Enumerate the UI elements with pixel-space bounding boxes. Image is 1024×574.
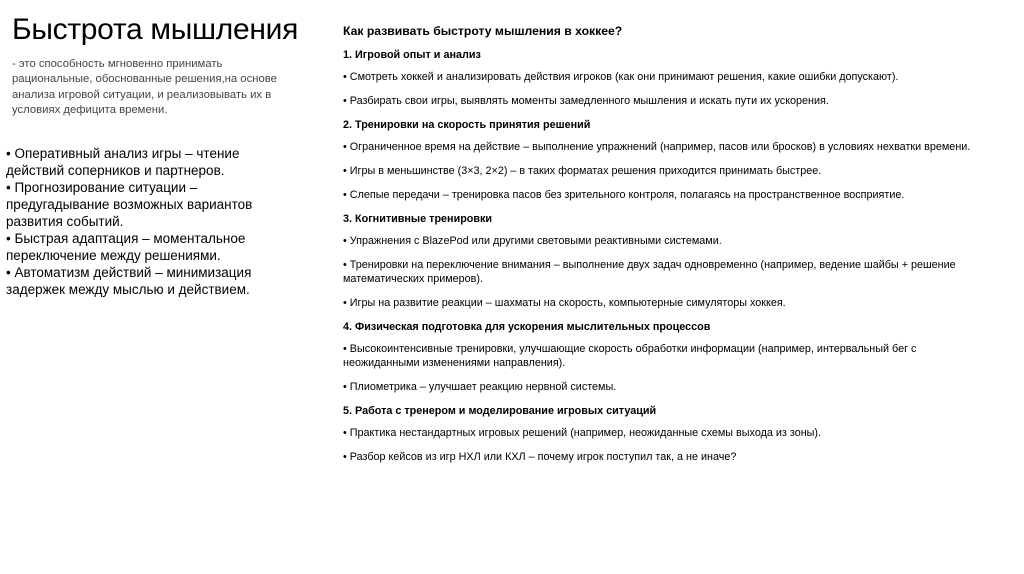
page-title: Быстрота мышления (12, 13, 299, 46)
right-content (343, 24, 993, 474)
section-bullet: • Практика нестандартных игровых решений (например, неожиданные схемы выхода из зоны). (343, 427, 822, 439)
left-bullet-item: • Быстрая адаптация – моментальное переключение между решениями. (6, 231, 246, 263)
left-bullet-item: • Автоматизм действий – минимизация задержек между мыслью и действием. (6, 265, 252, 297)
section-bullet: • Слепые передачи – тренировка пасов без зрительного контроля, полагаясь на пространственное восприятие. (343, 189, 905, 201)
section-title: 3. Когнитивные тренировки (343, 213, 493, 225)
section-bullet: • Игры в меньшинстве (3×3, 2×2) – в таких форматах решения приходится принимать быстрее. (343, 165, 822, 177)
section-bullet: • Разбор кейсов из игр НХЛ или КХЛ – почему игрок поступил так, а не иначе? (343, 451, 737, 463)
subtitle-definition: - это способность мгновенно принимать рациональные, обоснованные решения,на основе анализа игровой ситуации, и реализовывать их в условиях дефицита времени. (12, 58, 277, 116)
section-bullet: • Упражнения с BlazePod или другими световыми реактивными системами. (343, 235, 722, 247)
section-bullet: • Высокоинтенсивные тренировки, улучшающие скорость обработки информации (например, интервальный бег с неожиданными изменениями направления). (343, 343, 917, 369)
section-bullet: • Игры на развитие реакции – шахматы на скорость, компьютерные симуляторы хоккея. (343, 297, 786, 309)
section-title: 2. Тренировки на скорость принятия решений (343, 119, 591, 131)
section-bullet: • Ограниченное время на действие – выполнение упражнений (например, пасов или бросков) в условиях нехватки времени. (343, 141, 971, 153)
section-bullet: • Плиометрика – улучшает реакцию нервной системы. (343, 381, 617, 393)
section-title: 1. Игровой опыт и анализ (343, 49, 481, 61)
section-bullet: • Смотреть хоккей и анализировать действия игроков (как они принимают решения, какие ошибки допускают). (343, 71, 899, 83)
section-bullet: • Разбирать свои игры, выявлять моменты замедленного мышления и искать пути их ускорения. (343, 95, 829, 107)
section-title: 4. Физическая подготовка для ускорения мыслительных процессов (343, 321, 711, 333)
right-heading: Как развивать быстроту мышления в хоккее? (343, 24, 623, 38)
section-title: 5. Работа с тренером и моделирование игровых ситуаций (343, 405, 657, 417)
left-bullet-item: • Оперативный анализ игры – чтение действий соперников и партнеров. (6, 146, 240, 178)
left-bullet-item: • Прогнозирование ситуации – предугадывание возможных вариантов развития событий. (6, 180, 253, 229)
section-bullet: • Тренировки на переключение внимания – выполнение двух задач одновременно (например, ведение шайбы + решение математических примеров). (343, 259, 956, 285)
left-bullet-list (6, 145, 296, 298)
